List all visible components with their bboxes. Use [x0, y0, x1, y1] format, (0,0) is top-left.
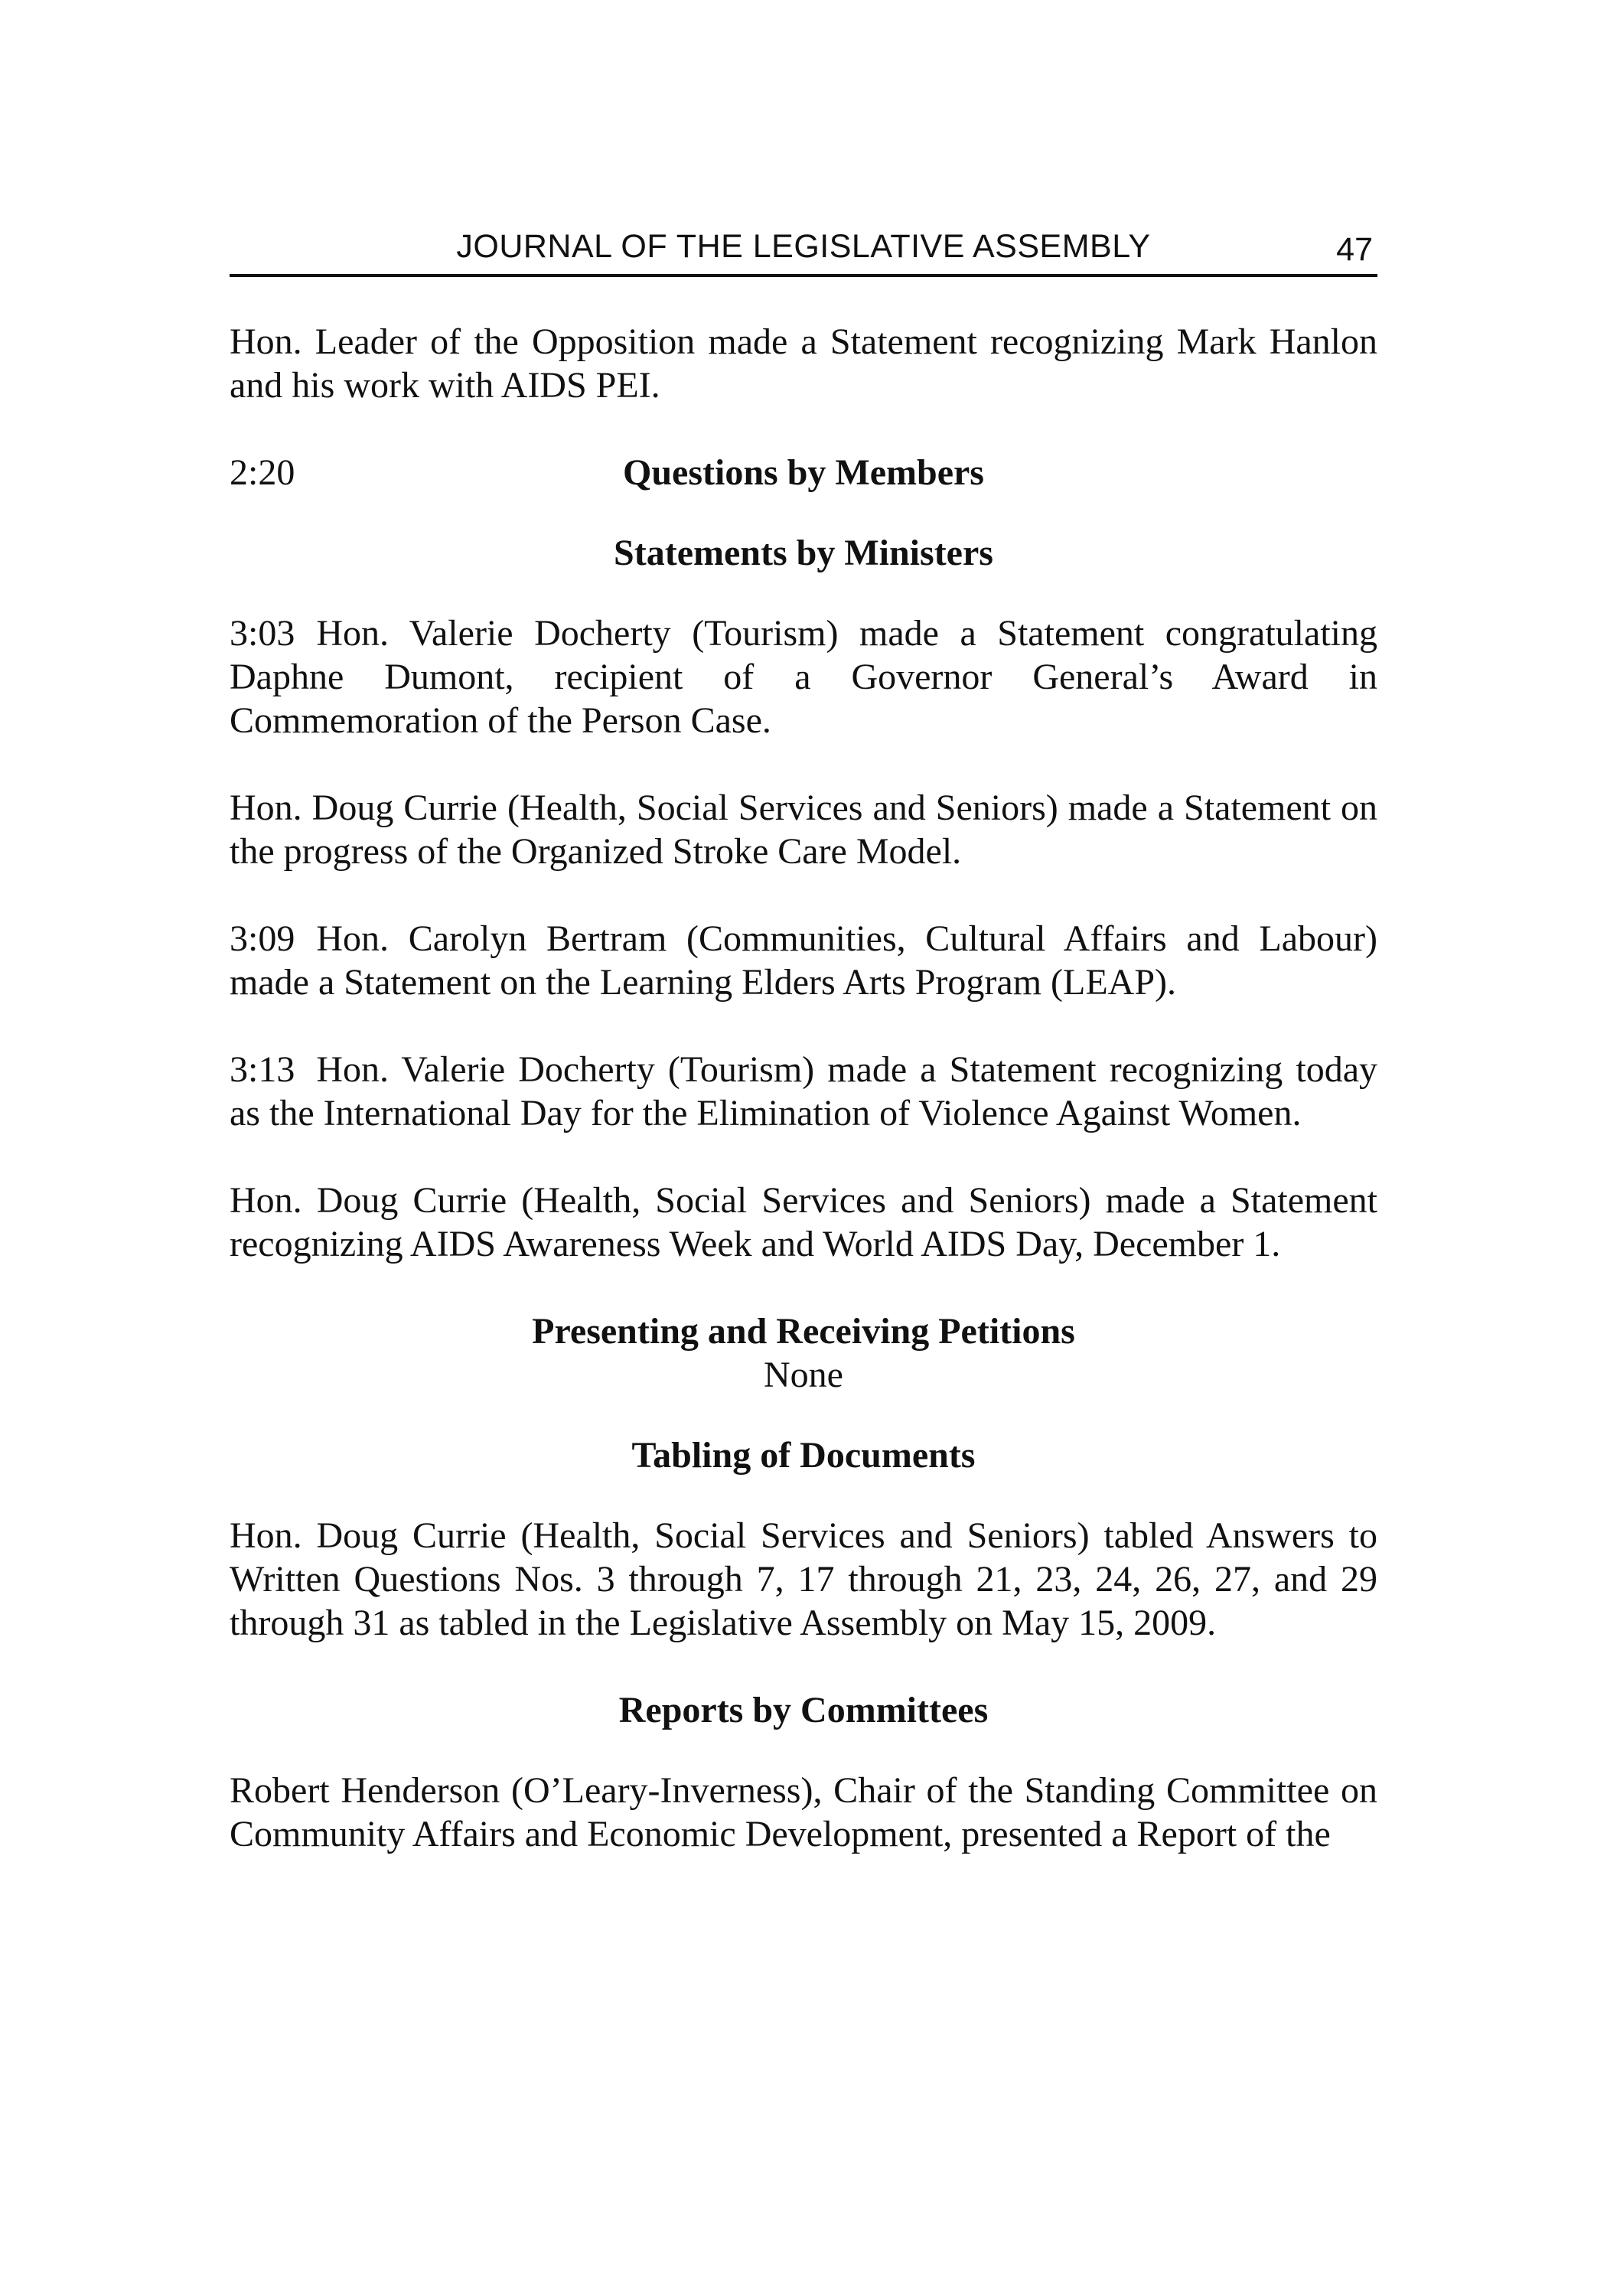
paragraph-opposition-statement [230, 320, 1377, 407]
paragraph-henderson-report [230, 1769, 1377, 1856]
paragraph-bertram-leap [230, 917, 1377, 1004]
questions-row [230, 451, 1377, 494]
paragraph-text: Hon. Leader of the Opposition made a Statement recognizing Mark Hanlon and his work with AIDS PEI. [230, 321, 1377, 406]
paragraph-currie-aids-week [230, 1179, 1377, 1266]
page-header [230, 227, 1377, 277]
reports-heading: Reports by Committees [618, 1690, 989, 1730]
questions-heading: Questions by Members [623, 452, 984, 493]
petitions-heading: Presenting and Receiving Petitions [532, 1311, 1075, 1352]
paragraph-text: Hon. Valerie Docherty (Tourism) made a Statement congratulating Daphne Dumont, recipient of a Governor General’s Award in Commemoration of the Person Case. [230, 613, 1377, 741]
entry-time: 3:13 [230, 1049, 295, 1090]
paragraph-text: Hon. Valerie Docherty (Tourism) made a Statement recognizing today as the International Day for the Elimination of Violence Against Women. [230, 1049, 1377, 1133]
entry-time: 3:09 [230, 918, 295, 959]
page-content [230, 320, 1377, 1900]
journal-title: JOURNAL OF THE LEGISLATIVE ASSEMBLY [456, 228, 1151, 265]
petitions-note: None [764, 1355, 843, 1395]
questions-time: 2:20 [230, 452, 295, 493]
paragraph-text: Robert Henderson (O’Leary-Inverness), Chair of the Standing Committee on Community Affairs and Economic Development, presented a Report of the [230, 1770, 1377, 1854]
paragraph-currie-tabled-answers [230, 1514, 1377, 1645]
paragraph-docherty-violence [230, 1048, 1377, 1135]
page-number: 47 [1336, 231, 1373, 268]
entry-time: 3:03 [230, 613, 295, 654]
paragraph-text: Hon. Carolyn Bertram (Communities, Cultural Affairs and Labour) made a Statement on the Learning Elders Arts Program (LEAP). [230, 918, 1377, 1003]
paragraph-text: Hon. Doug Currie (Health, Social Services and Seniors) made a Statement on the progress of the Organized Stroke Care Model. [230, 788, 1377, 872]
paragraph-text: Hon. Doug Currie (Health, Social Services and Seniors) made a Statement recognizing AIDS Awareness Week and World AIDS Day, December 1. [230, 1180, 1377, 1264]
paragraph-text: Hon. Doug Currie (Health, Social Services and Seniors) tabled Answers to Written Questions Nos. 3 through 7, 17 through 21, 23, 24, 26, 27, and 29 through 31 as tabled in the Legislative Assembly on May 15, 2009. [230, 1515, 1377, 1643]
paragraph-docherty-congratulating [230, 612, 1377, 742]
statements-heading: Statements by Ministers [614, 533, 993, 573]
tabling-heading: Tabling of Documents [631, 1435, 976, 1476]
paragraph-currie-stroke-care [230, 786, 1377, 873]
